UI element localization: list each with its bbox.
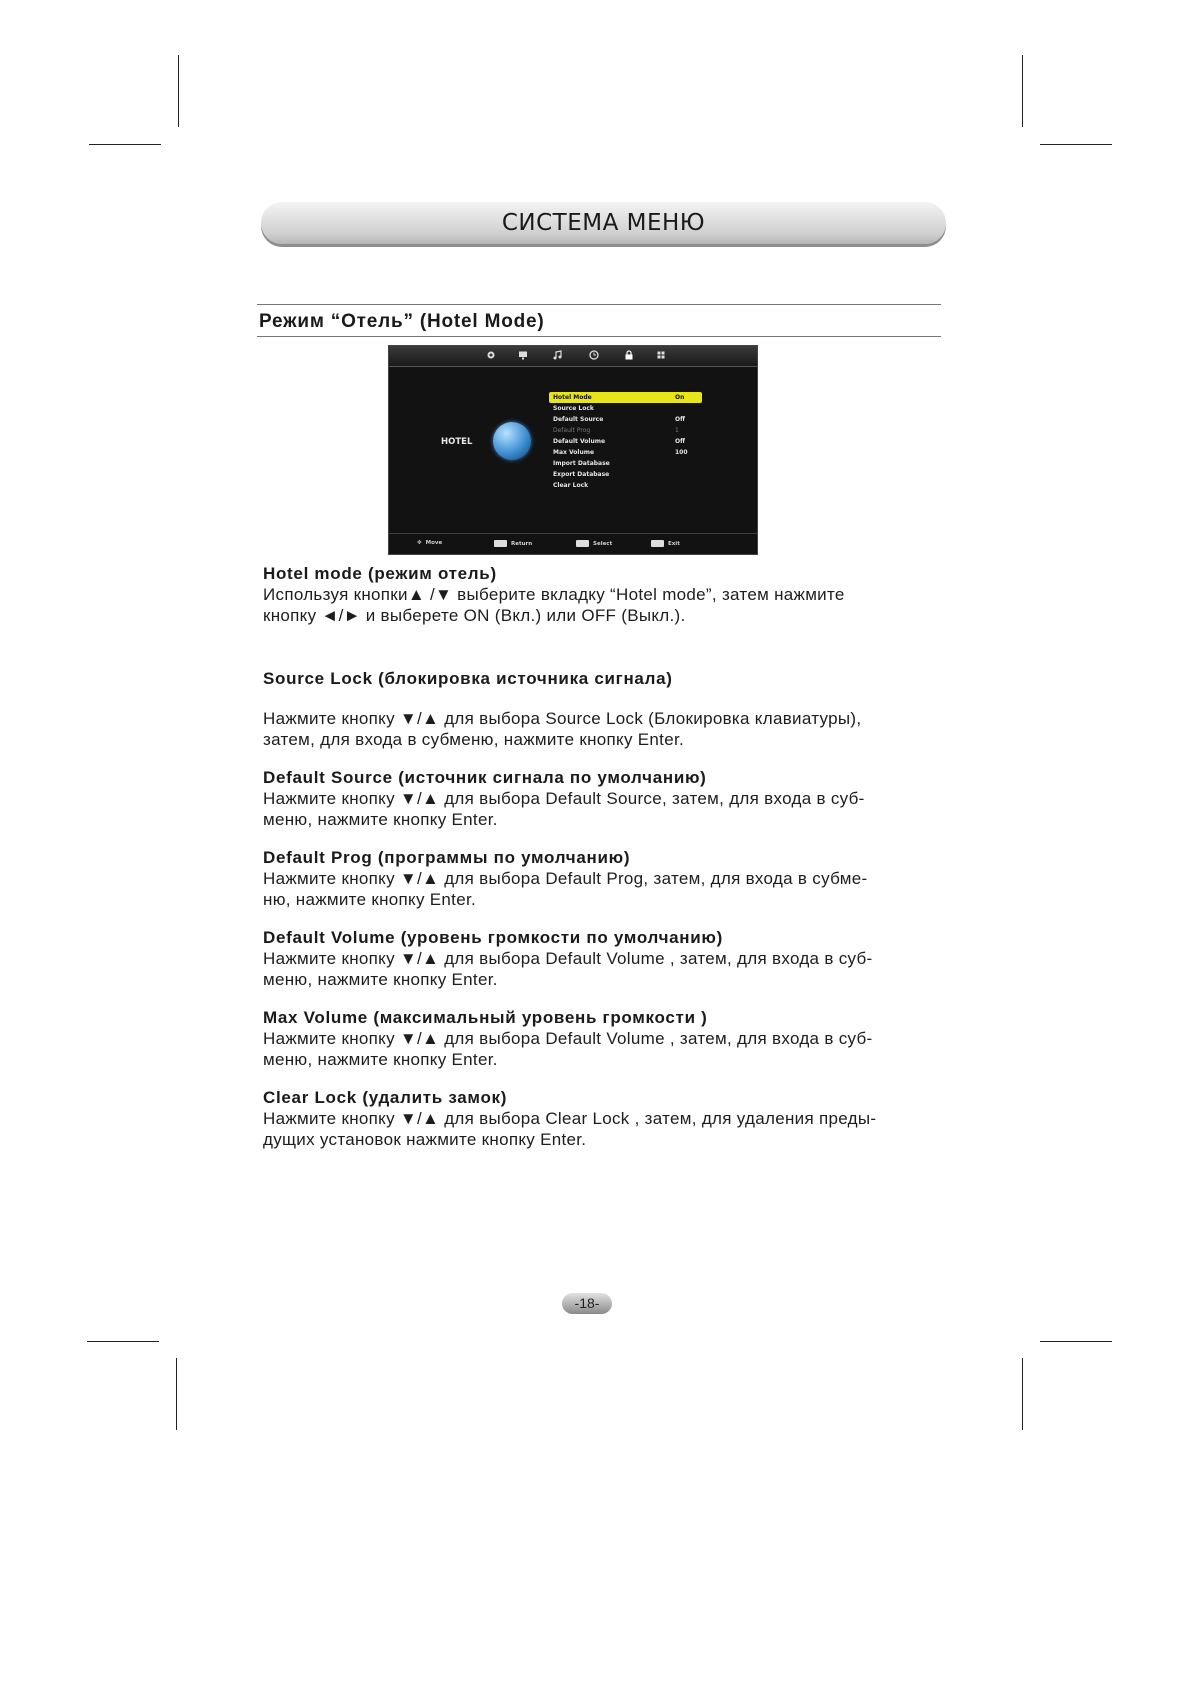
instruction-source-lock [263,668,953,750]
move-arrows-icon: ✥ [417,540,422,546]
instruction-line: Нажмите кнопку ▼/▲ для выбора Default Volume , затем, для входа в суб- [263,949,873,968]
instruction-default-volume [263,927,953,990]
instruction-line: Нажмите кнопку ▼/▲ для выбора Default Prog, затем, для входа в субме- [263,869,868,888]
menu-item-label: Export Database [553,471,610,478]
hotel-category-icon [493,422,531,460]
footer-select [576,540,612,547]
instruction-default-source [263,767,953,830]
lock-icon [623,349,635,361]
tv-menu-screenshot [388,345,758,555]
tv-footer-bar [389,536,757,554]
instruction-line: Нажмите кнопку ▼/▲ для выбора Source Lock (Блокировка клавиатуры), [263,709,862,728]
instruction-line: затем, для входа в субменю, нажмите кнопку Enter. [263,730,685,749]
menu-item-label: Default Volume [553,438,606,445]
instruction-line: меню, нажмите кнопку Enter. [263,970,498,989]
menu-key-icon [494,540,507,547]
picture-icon [485,349,497,361]
crop-mark [87,1341,159,1342]
page-title: СИСТЕМА МЕНЮ [501,210,706,236]
menu-item-value: 1 [675,427,679,434]
section-rule-bottom [257,336,941,337]
menu-item[interactable] [549,480,739,491]
footer-move [417,540,442,546]
enter-key-icon [576,540,589,547]
exit-key-icon [651,540,664,547]
music-note-icon [552,349,564,361]
instruction-heading: Default Volume (уровень громкости по умолчанию) [263,928,723,947]
menu-item[interactable] [549,447,739,458]
menu-item-label: Max Volume [553,449,595,456]
crop-mark [1022,55,1023,127]
menu-item-label: Source Lock [553,405,594,412]
crop-mark [1022,1358,1023,1430]
instruction-default-prog [263,847,953,910]
crop-mark [1040,144,1112,145]
menu-item-label: Import Database [553,460,610,467]
clock-icon [588,349,600,361]
instruction-heading: Hotel mode (режим отель) [263,564,497,583]
instruction-line: кнопку ◄/► и выберете ON (Вкл.) или OFF (Выкл.). [263,606,686,625]
instruction-clear-lock [263,1087,953,1150]
menu-item-label: Hotel Mode [553,394,592,401]
instruction-max-volume [263,1007,953,1070]
menu-category-label: HOTEL [441,437,473,447]
instruction-line: Нажмите кнопку ▼/▲ для выбора Clear Lock , затем, для удаления преды- [263,1109,877,1128]
crop-mark [178,55,179,127]
menu-item-value: Off [675,416,685,423]
instruction-heading: Source Lock (блокировка источника сигнала) [263,669,673,688]
instruction-heading: Clear Lock (удалить замок) [263,1088,508,1107]
instruction-line: Нажмите кнопку ▼/▲ для выбора Default Volume , затем, для входа в суб- [263,1029,873,1048]
section-rule-top [257,304,941,305]
page-header-bar [261,202,946,244]
menu-item-value: On [675,394,685,401]
menu-item[interactable] [549,392,702,403]
instruction-line: меню, нажмите кнопку Enter. [263,810,498,829]
footer-return-label: Return [511,540,533,547]
instruction-heading: Max Volume (максимальный уровень громкости ) [263,1008,708,1027]
menu-item-label: Default Prog [553,427,591,434]
footer-exit [651,540,680,547]
menu-item-value: Off [675,438,685,445]
crop-mark [89,144,161,145]
grid-icon [655,349,667,361]
instruction-line: Используя кнопки▲ /▼ выберите вкладку “Hotel mode”, затем нажмите [263,585,845,604]
menu-item-value: 100 [675,449,688,456]
tv-icon-bar [389,346,757,367]
footer-exit-label: Exit [668,540,680,547]
instruction-line: меню, нажмите кнопку Enter. [263,1050,498,1069]
instruction-line: ню, нажмите кнопку Enter. [263,890,477,909]
instructions [263,563,953,1150]
menu-item[interactable] [549,414,739,425]
footer-return [494,540,532,547]
menu-item[interactable] [549,469,739,480]
menu-item[interactable] [549,403,739,414]
menu-item[interactable] [549,458,739,469]
instruction-hotel-mode [263,563,953,626]
tv-footer-divider [389,533,757,534]
menu-item-label: Default Source [553,416,604,423]
menu-item-label: Clear Lock [553,482,589,489]
hotel-menu-list [549,392,739,491]
instruction-line: Нажмите кнопку ▼/▲ для выбора Default Source, затем, для входа в суб- [263,789,865,808]
page-number: -18- [562,1293,612,1314]
section-title: Режим “Отель” (Hotel Mode) [259,311,545,332]
footer-move-label: Move [425,540,443,546]
instruction-line: дущих установок нажмите кнопку Enter. [263,1130,587,1149]
crop-mark [1040,1341,1112,1342]
instruction-heading: Default Prog (программы по умолчанию) [263,848,631,867]
footer-select-label: Select [593,540,613,547]
display-icon [517,349,529,361]
crop-mark [176,1358,177,1430]
instruction-heading: Default Source (источник сигнала по умолчанию) [263,768,707,787]
menu-item[interactable] [549,425,739,436]
menu-item[interactable] [549,436,739,447]
